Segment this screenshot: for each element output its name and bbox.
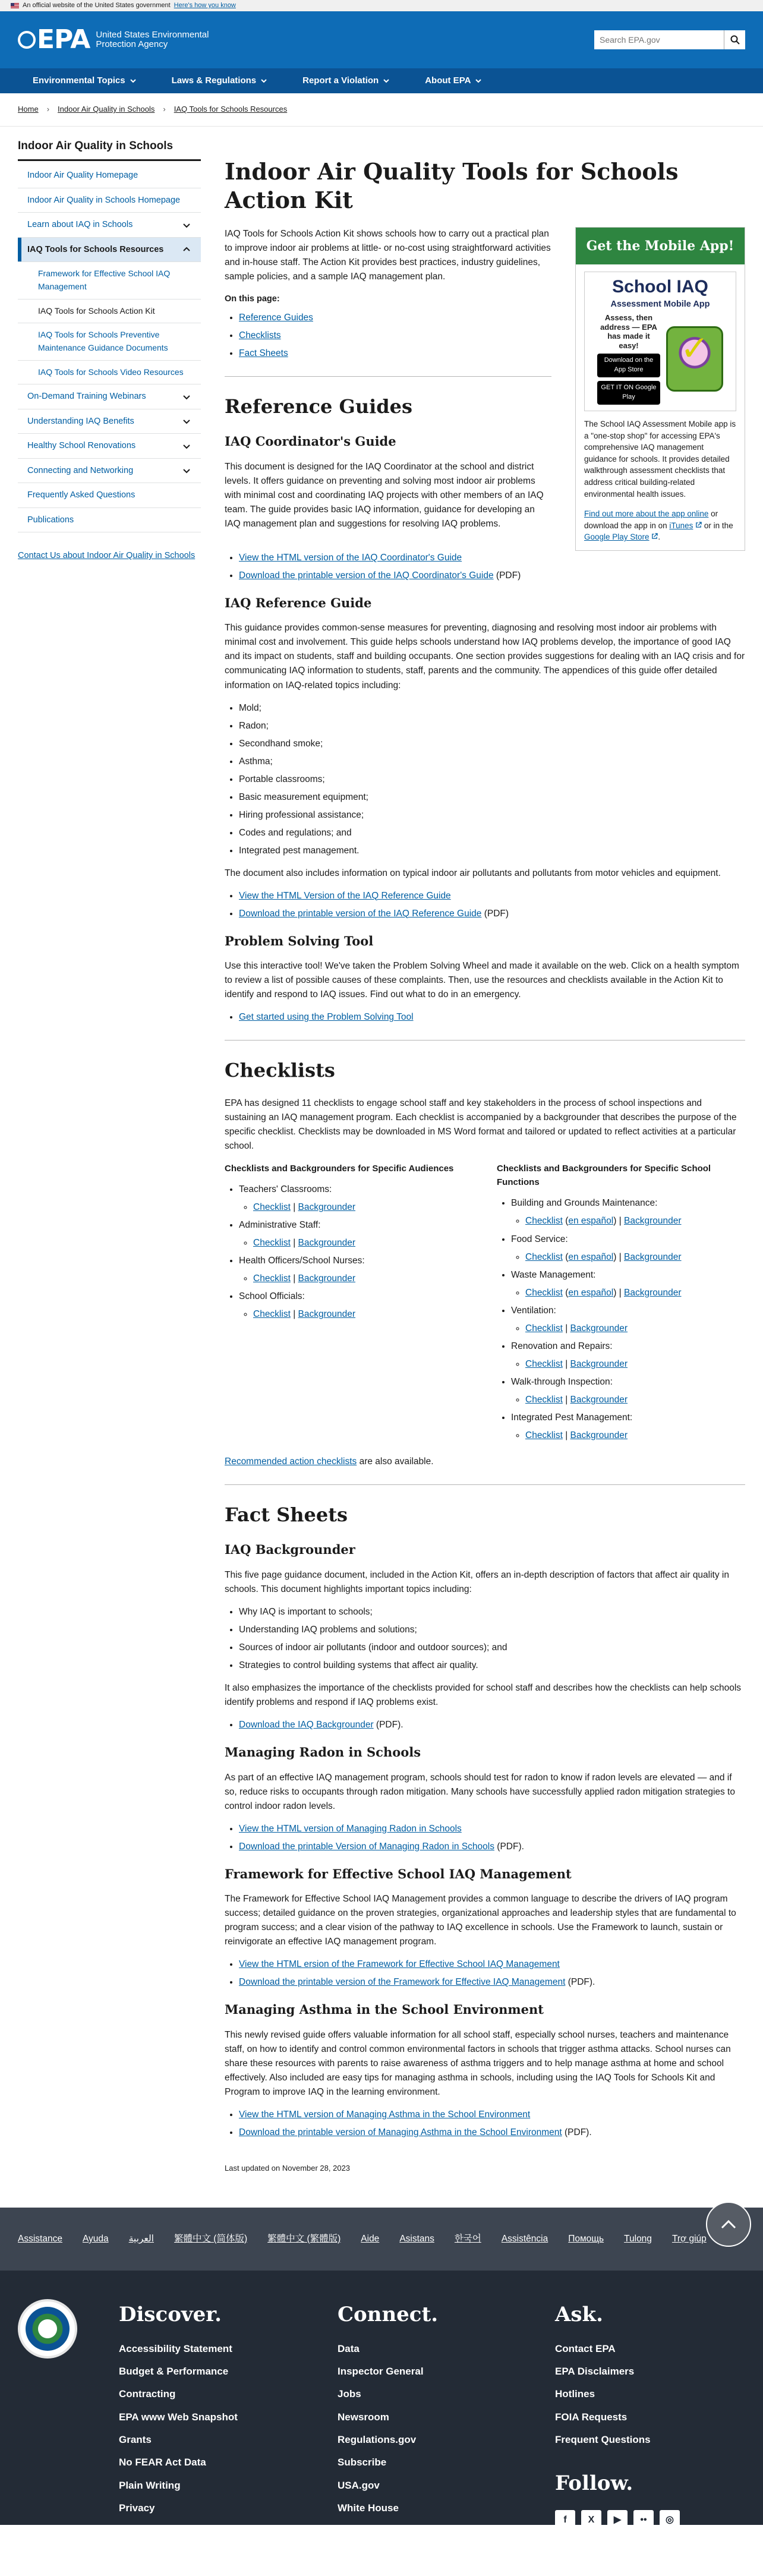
backgrounder-link[interactable]: Backgrounder: [298, 1273, 356, 1284]
chevron-down-icon: [182, 417, 191, 426]
site-header: [0, 11, 763, 68]
footer-link[interactable]: Newsroom: [338, 2411, 389, 2423]
footer-link[interactable]: Privacy and Security Notice: [119, 2525, 252, 2537]
footer-link[interactable]: Plain Writing: [119, 2479, 181, 2491]
footer-connect: Connect. Data Inspector General Jobs Newsroom Regulations.gov Subscribe USA.gov White House: [338, 2299, 555, 2525]
chevron-down-icon: [182, 220, 191, 230]
asthma-pdf-link[interactable]: Download the printable version of Managing Asthma in the School Environment: [239, 2127, 562, 2137]
sidebar-item-tools-resources[interactable]: IAQ Tools for Schools Resources: [18, 238, 201, 261]
audience-checklists-heading: Checklists and Backgrounders for Specific Audiences: [225, 1163, 454, 1174]
radon-pdf-link[interactable]: Download the printable Version of Managing Radon in Schools: [239, 1841, 494, 1852]
list-item: • Radon;: [239, 719, 745, 733]
footer-link[interactable]: Contracting: [119, 2388, 176, 2400]
footer-link[interactable]: Budget & Performance: [119, 2366, 229, 2378]
itunes-link[interactable]: iTunes: [669, 521, 693, 530]
sidebar-item-preventive-maintenance[interactable]: IAQ Tools for Schools Preventive Maintenance Guidance Documents: [38, 330, 168, 353]
google-play-badge[interactable]: GET IT ON Google Play: [597, 381, 660, 405]
problem-solving-link[interactable]: Get started using the Problem Solving Tool: [239, 1012, 414, 1023]
epa-flower-icon: [18, 31, 36, 49]
audience-checklists: Checklists and Backgrounders for Specific Audiences • Teachers' Classrooms: ◦ Checklist | Backgrounder • Administrative Staff: ◦ Checklist | Backgrounder • Health Officers/School Nurses: ◦ Checklist | Backgrounder • School Officials: ◦ Checklist | Backgrounder: [225, 1162, 473, 1446]
instagram-icon[interactable]: ◎: [660, 2510, 680, 2530]
lang-link[interactable]: Assistência: [501, 2234, 548, 2244]
checklist-link[interactable]: Checklist: [253, 1202, 291, 1213]
google-play-link[interactable]: Google Play Store: [584, 532, 650, 542]
sidebar-subitem: [18, 299, 201, 324]
function-checklists-heading: Checklists and Backgrounders for Specific School Functions: [497, 1163, 711, 1188]
sidebar: [18, 127, 201, 2174]
asthma-heading: Managing Asthma in the School Environment: [225, 2002, 544, 2017]
checklist-link[interactable]: Checklist: [525, 1323, 563, 1333]
sidebar-item: [18, 459, 201, 483]
reference-links: • View the HTML Version of the IAQ Reference Guide • Download the printable version of the IAQ Reference Guide (PDF): [239, 889, 745, 921]
reference-guide-text-2: The document also includes information on typical indoor air pollutants and pollutants from motor vehicles and equipment.: [225, 868, 721, 878]
checklist-link[interactable]: Checklist: [525, 1251, 563, 1262]
last-updated: Last updated on November 28, 2023: [225, 2163, 351, 2173]
page-title: Indoor Air Quality Tools for Schools Action Kit: [225, 158, 679, 213]
nav-about-epa[interactable]: About EPA: [407, 74, 499, 87]
backgrounder-link[interactable]: Backgrounder: [298, 1309, 356, 1320]
radon-html-link[interactable]: View the HTML version of Managing Radon in Schools: [239, 1823, 462, 1834]
backgrounder-link[interactable]: Backgrounder: [570, 1358, 628, 1369]
external-link-icon: [651, 533, 658, 540]
site-footer: [0, 2271, 763, 2537]
sidebar-item-video-resources[interactable]: IAQ Tools for Schools Video Resources: [38, 367, 184, 377]
footer-link[interactable]: Jobs: [338, 2388, 361, 2400]
mobile-app-heading: Get the Mobile App!: [576, 228, 745, 264]
backgrounder-link[interactable]: Backgrounder: [570, 1394, 628, 1405]
footer-link[interactable]: Subscribe: [338, 2457, 387, 2468]
checklist-link[interactable]: Checklist: [525, 1216, 563, 1226]
backgrounder-link[interactable]: Backgrounder: [624, 1216, 682, 1226]
chevron-up-icon: [721, 2219, 736, 2229]
fact-sheets-heading: Fact Sheets: [225, 1503, 348, 1526]
sidebar-item: [18, 384, 201, 409]
checklist-link[interactable]: Checklist: [253, 1309, 291, 1320]
asthma-text: This newly revised guide offers valuable information for all school staff, especially school nurses, teachers and maintenance staff, on how to identify and control common environmental factors in schools that trigger asthma attacks. School nurses can share these resources with parents to raise awareness of asthma triggers and to help manage asthma at home and school effectively. Also included are easy tips for managing asthma in schools, including using the IAQ Tools for Schools Kit and Program to improve IAQ in the learning environment.: [225, 2029, 731, 2097]
chevron-down-icon: [475, 79, 481, 83]
footer-link[interactable]: Grants: [119, 2434, 152, 2446]
problem-solving-text: Use this interactive tool! We've taken the Problem Solving Wheel and made it available on the web. Click on a health symptom to review a list of possible causes of these complaints. Then, use the resources and checklists available in the Action Kit to identify and respond to IAQ issues. Find out what to do in an emergency.: [225, 961, 739, 1000]
facebook-icon[interactable]: f: [555, 2510, 575, 2530]
checkmark-app-icon: ✓: [666, 326, 723, 392]
footer-link[interactable]: No FEAR Act Data: [119, 2457, 206, 2468]
footer-discover: Discover. Accessibility Statement Budget & Performance Contracting EPA www Web Snapshot Grants No FEAR Act Data Plain Writing Privacy Privacy and Security Notice: [119, 2299, 338, 2525]
backgrounder-text-2: It also emphasizes the importance of the checklists provided for school staff and describes how the checklists can help schools identify problems and respond if IAQ problems exist.: [225, 1682, 742, 1707]
lang-link[interactable]: 한국어: [454, 2234, 481, 2244]
breadcrumb-separator: ›: [46, 105, 50, 114]
mobile-app-promo-image[interactable]: School IAQ Assessment Mobile App Assess, then address — EPA has made it easy! Download on the App Store GET IT ON Google Play ✓: [584, 272, 736, 411]
list-item: • Strategies to control building systems that affect air quality.: [239, 1659, 745, 1673]
sidebar-item: [18, 213, 201, 237]
list-item: • Hiring professional assistance;: [239, 808, 745, 822]
espanol-link[interactable]: en español: [568, 1287, 614, 1298]
backgrounder-link[interactable]: Backgrounder: [624, 1251, 682, 1262]
main-content: Indoor Air Quality Tools for Schools Action Kit IAQ Tools for Schools Action Kit shows schools how to carry out a practical plan to improve indoor air problems at little- or no-cost using straightforward activities and in-house staff. The Action Kit provides best practices, industry guidelines, sample policies, and a sample IAQ management plan. On this page: • Reference Guides • Checklists • Fact Sheets Reference Guides IAQ Coordinator's Guide This document is designed for the IAQ Coordinator at the school and district levels. It offers guidance on preventing and solving most indoor air problems with minimal cost and coordinating IAQ projects with other members of an IAQ team. The guide provides basic IAQ information, guidance for developing an IAQ management plan and suggestions for resolving IAQ problems. Get the Mobile App! School IAQ Assessment Mobile App Assess, then address — EPA has made it easy! Download on the App Store GET IT ON Google Play ✓ The School IAQ Assessment Mobile app is a "one-stop shop" for accessing EPA's comprehensive IAQ management guidance for schools. It provides detailed walkthrough assessment checklists that address critical building-related environmental health issues. Find out more about the app online or download the app in on iTunes or in the Google Play Store . • View the HTML version of the IAQ Coordinator's Guide • Download the printable version of the IAQ Coordinator's Guide (PDF) IAQ Reference Guide This guidance provides common-sense measures for preventing, diagnosing and resolving most indoor air problems with minimal cost and involvement. This guide helps schools understand how IAQ problems develop, the importance of good IAQ and its impact on students, staff and building occupants. One section provides suggestions for dealing with an IAQ crisis and for communicating IAQ information to students, staff, parents and the community. The appendices of this guide offer detailed information on IAQ-related topics including: • Mold; • Radon; • Secondhand smoke; • Asthma; • Portable classrooms; • Basic measurement equipment; • Hiring professional assistance; • Codes and regulations; and • Integrated pest management. The document also includes information on typical indoor air pollutants and pollutants from motor vehicles and equipment. • View the HTML Version of the IAQ Reference Guide • Download the printable version of the IAQ Reference Guide (PDF) Problem Solving Tool Use this interactive tool! We've taken the Problem Solving Wheel and made it available on the web. Click on a health symptom to review a list of possible causes of these complaints. Then, use the resources and checklists available in the Action Kit to identify and respond to IAQ issues. Find out what to do in an emergency. • Get started using the Problem Solving Tool Checklists EPA has designed 11 checklists to engage school staff and key stakeholders in the process of school inspections and sustaining an IAQ management program. Each checklist is accompanied by a backgrounder that describes the purpose of the specific checklist. Checklists may be downloaded in MS Word format and tailored or updated to reflect activities at a particular school. Checklists and Backgrounders for Specific Audiences • Teachers' Classrooms: ◦ Checklist | Backgrounder • Administrative Staff: ◦ Checklist | Backgrounder • Health Officers/School Nurses: ◦ Checklist | Backgrounder • School Officials: ◦ Checklist | Backgrounder Checklists and Backgrounders for Specific School Functions • Building and Grounds Maintenance: ◦ Checklist (en español) | Backgrounder • Food Service: ◦ Checklist (en español) | Backgrounder • Waste Management: ◦ Checklist (en español) | Backgrounder • Ventilation: ◦ Checklist | Backgrounder • Renovation and Repairs: ◦ Checklist | Backgrounder • Walk-through Inspection: ◦ Checklist | Backgrounder • Integrated Pest Management: ◦ Checklist | Backgrounder Recommended action checklists are also available. Fact Sheets IAQ Backgrounder This five page guidance document, included in the Action Kit, offers an in-depth description of factors that affect air quality in schools. This document highlights important topics including: • Why IAQ is important to schools; • Understanding IAQ problems and solutions; • Sources of indoor air pollutants (indoor and outdoor sources); and • Strategies to control building systems that affect air quality. It also emphasizes the importance of the checklists provided for school staff and describes how the checklists can help schools identify problems and respond if IAQ problems exist. • Download the IAQ Backgrounder (PDF). Managing Radon in Schools As part of an effective IAQ management program, schools should test for radon to know if radon levels are elevated — and if so, reduce risks to occupants through radon mitigation. Many schools have successfully applied radon mitigation strategies to control indoor radon levels. • View the HTML version of Managing Radon in Schools • Download the printable Version of Managing Radon in Schools (PDF). Framework for Effective School IAQ Management The Framework for Effective School IAQ Management provides a common language to describe the drivers of IAQ program success; detailed guidance on the proven strategies, organizational approaches and leadership styles that are fundamental to program success; and a clear vision of the pathway to IAQ excellence in schools. Use the Framework to launch, sustain or reinvigorate an effective IAQ management program. • View the HTML ersion of the Framework for Effective School IAQ Management • Download the printable version of the Framework for Effective IAQ Management (PDF). Managing Asthma in the School Environment This newly revised guide offers valuable information for all school staff, especially school nurses, teachers and maintenance staff, on how to identify and control common environmental factors in schools that trigger asthma attacks. School nurses can share these resources with parents to raise awareness of asthma triggers and to help manage asthma at home and school effectively. Also included are easy tips for managing asthma in schools, including using the IAQ Tools for Schools Kit and Program to improve IAQ in the learning environment. • View the HTML version of Managing Asthma in the School Environment • Download the printable version of Managing Asthma in the School Environment (PDF). Last updated on November 28, 2023: [225, 127, 745, 2174]
search-icon: [730, 35, 740, 45]
checklist-link[interactable]: Checklist: [253, 1238, 291, 1248]
lang-link[interactable]: Ayuda: [82, 2234, 109, 2244]
framework-text: The Framework for Effective School IAQ Management provides a common language to describe the drivers of IAQ program success; detailed guidance on the proven strategies, organizational approaches and leadership styles that are fundamental to program success; and a clear vision of the pathway to IAQ excellence in schools. Use the Framework to launch, sustain or reinvigorate an effective IAQ management program.: [225, 1894, 736, 1947]
list-item: • Codes and regulations; and: [239, 826, 745, 840]
sidebar-item-networking[interactable]: Connecting and Networking: [18, 459, 201, 483]
on-page-link-reference-guides[interactable]: Reference Guides: [239, 312, 313, 323]
problem-solving-links: [239, 1010, 745, 1024]
breadcrumb-tools-resources[interactable]: IAQ Tools for Schools Resources: [174, 105, 288, 114]
youtube-icon[interactable]: ▶: [607, 2510, 628, 2530]
chevron-up-icon: [182, 245, 191, 254]
lang-link[interactable]: Помощь: [568, 2234, 604, 2244]
footer-link[interactable]: USA.gov: [338, 2479, 380, 2491]
framework-html-link[interactable]: View the HTML ersion of the Framework for Effective School IAQ Management: [239, 1959, 560, 1970]
sidebar-title: Indoor Air Quality in Schools: [18, 137, 201, 161]
nav-laws-regulations[interactable]: Laws & Regulations: [154, 74, 285, 87]
list-item: • Understanding IAQ problems and solutions;: [239, 1623, 745, 1637]
lang-link[interactable]: Aide: [361, 2234, 380, 2244]
breadcrumb: [0, 93, 763, 127]
list-item: • Asthma;: [239, 755, 745, 769]
framework-pdf-link[interactable]: Download the printable version of the Framework for Effective IAQ Management: [239, 1977, 566, 1988]
reference-topics-list: [239, 701, 745, 858]
list-item: • Mold;: [239, 701, 745, 715]
main-nav: [0, 68, 763, 93]
chevron-down-icon: [182, 392, 191, 402]
list-item: • Secondhand smoke;: [239, 737, 745, 751]
checklist-link[interactable]: Checklist: [525, 1430, 563, 1440]
sidebar-subitem: [18, 323, 201, 360]
lang-link[interactable]: العربية: [128, 2234, 154, 2244]
sidebar-item-publications[interactable]: Publications: [27, 515, 74, 525]
divider: [225, 1484, 745, 1485]
footer-link[interactable]: Hotlines: [555, 2388, 595, 2400]
espanol-link[interactable]: en español: [568, 1216, 614, 1226]
sidebar-item-webinars[interactable]: On-Demand Training Webinars: [18, 384, 201, 408]
asthma-html-link[interactable]: View the HTML version of Managing Asthma in the School Environment: [239, 2109, 531, 2120]
on-page-label: On this page:: [225, 294, 280, 304]
checklists-heading: Checklists: [225, 1059, 335, 1082]
sidebar-item-faq[interactable]: Frequently Asked Questions: [27, 490, 135, 500]
footer-follow: Follow. f X ▶ •• ◎: [555, 2468, 692, 2530]
radon-text: As part of an effective IAQ management program, schools should test for radon to know if radon levels are elevated — and if so, reduce risks to occupants through radon mitigation. Many schools have successfully applied radon mitigation strategies to control indoor radon levels.: [225, 1772, 735, 1811]
intro-text: IAQ Tools for Schools Action Kit shows schools how to carry out a practical plan to improve indoor air problems at little- or no-cost using straightforward activities and in-house staff. The Action Kit provides best practices, industry guidelines, sample policies, and a sample IAQ management plan.: [225, 229, 551, 282]
footer-ask: Ask. Contact EPA EPA Disclaimers Hotlines FOIA Requests Frequent Questions Follow. f X ▶ •• ◎: [555, 2299, 692, 2525]
lang-link[interactable]: Tulong: [624, 2234, 652, 2244]
on-page-list: [239, 311, 551, 361]
sidebar-menu: [18, 163, 201, 532]
on-page-link-fact-sheets[interactable]: Fact Sheets: [239, 348, 288, 358]
sidebar-item-learn[interactable]: Learn about IAQ in Schools: [18, 213, 201, 237]
breadcrumb-home[interactable]: Home: [18, 105, 39, 114]
backgrounder-link[interactable]: Backgrounder: [624, 1287, 682, 1298]
footer-link[interactable]: Contact EPA: [555, 2342, 616, 2354]
site-search: [594, 30, 745, 49]
epa-logo[interactable]: [18, 20, 220, 60]
coordinator-guide-heading: IAQ Coordinator's Guide: [225, 434, 396, 449]
divider: [225, 1040, 745, 1041]
sidebar-item-framework[interactable]: Framework for Effective School IAQ Management: [38, 269, 171, 291]
sidebar-subitem: [18, 361, 201, 385]
sidebar-item-iaq-homepage[interactable]: Indoor Air Quality Homepage: [27, 171, 138, 181]
app-more-info-link[interactable]: Find out more about the app online: [584, 509, 709, 519]
espanol-link[interactable]: en español: [568, 1251, 614, 1262]
sidebar-item: [18, 508, 201, 532]
footer-link[interactable]: White House: [338, 2502, 399, 2514]
chevron-down-icon: [182, 466, 191, 475]
us-flag-icon: [11, 3, 19, 8]
back-to-top-button[interactable]: [706, 2202, 751, 2247]
mobile-app-description: The School IAQ Assessment Mobile app is a "one-stop shop" for accessing EPA's comprehensive IAQ management guidance for schools. It provides detailed walkthrough assessment checklists that address critical building-related environmental health issues.: [584, 420, 736, 499]
reference-guide-heading: IAQ Reference Guide: [225, 595, 372, 610]
contact-us-link[interactable]: Contact Us about Indoor Air Quality in Schools: [18, 551, 196, 561]
sidebar-subitem: [18, 262, 201, 299]
footer-link[interactable]: EPA www Web Snapshot: [119, 2411, 238, 2423]
x-icon[interactable]: X: [581, 2510, 601, 2530]
backgrounder-link[interactable]: Backgrounder: [298, 1202, 356, 1213]
search-input[interactable]: [594, 30, 724, 49]
checklist-link[interactable]: Checklist: [525, 1287, 563, 1298]
lang-link[interactable]: Asistans: [399, 2234, 434, 2244]
sidebar-item: [18, 434, 201, 458]
gov-banner: [0, 0, 763, 11]
lang-link[interactable]: Trợ giúp: [671, 2234, 707, 2244]
sidebar-item-schools-homepage[interactable]: Indoor Air Quality in Schools Homepage: [27, 195, 181, 205]
chevron-down-icon: [383, 79, 389, 83]
footer-link[interactable]: Privacy: [119, 2502, 155, 2514]
list-item: • Sources of indoor air pollutants (indoor and outdoor sources); and: [239, 1641, 745, 1655]
nav-environmental-topics[interactable]: Environmental Topics: [13, 74, 154, 87]
language-footer: [0, 2208, 763, 2271]
breadcrumb-separator: ›: [163, 105, 166, 114]
sidebar-item: [18, 188, 201, 213]
search-button[interactable]: [724, 30, 745, 49]
backgrounder-link[interactable]: Backgrounder: [570, 1323, 628, 1333]
sidebar-item-benefits[interactable]: Understanding IAQ Benefits: [18, 409, 201, 433]
list-item: • Integrated pest management.: [239, 844, 745, 858]
heres-how-link[interactable]: Here's how you know: [174, 1, 236, 9]
on-page-link-checklists[interactable]: Checklists: [239, 330, 281, 340]
footer-link[interactable]: Inspector General: [338, 2366, 424, 2378]
flickr-icon[interactable]: ••: [633, 2510, 654, 2530]
list-item: • Why IAQ is important to schools;: [239, 1605, 745, 1619]
recommended-checklists-link[interactable]: Recommended action checklists: [225, 1456, 357, 1467]
reference-guide-text: This guidance provides common-sense measures for preventing, diagnosing and resolving most indoor air problems with minimal cost and involvement. This guide helps schools understand how IAQ problems develop, the importance of good IAQ and its impact on students, staff and building occupants. One section provides suggestions for dealing with an IAQ crisis and for communicating IAQ information to students, staff, parents and the community. The appendices of this guide offer detailed information on IAQ-related topics including:: [225, 623, 745, 690]
coordinator-pdf-link[interactable]: Download the printable version of the IAQ Coordinator's Guide: [239, 570, 494, 581]
epa-logo-mark: EPA: [18, 20, 90, 60]
footer-link[interactable]: Frequent Questions: [555, 2434, 651, 2446]
lang-link[interactable]: Assistance: [18, 2234, 62, 2244]
lang-link[interactable]: 繁體中文 (繁體版): [267, 2234, 341, 2244]
coordinator-links: • View the HTML version of the IAQ Coordinator's Guide • Download the printable version of the IAQ Coordinator's Guide (PDF): [239, 551, 745, 583]
checklist-link[interactable]: Checklist: [253, 1273, 291, 1284]
external-link-icon: [695, 522, 702, 528]
chevron-down-icon: [261, 79, 267, 83]
function-checklists: Checklists and Backgrounders for Specific School Functions • Building and Grounds Maintenance: ◦ Checklist (en español) | Backgrounder • Food Service: ◦ Checklist (en español) | Backgrounder • Waste Management: ◦ Checklist (en español) | Backgrounder • Ventilation: ◦ Checklist | Backgrounder • Renovation and Repairs: ◦ Checklist | Backgrounder • Walk-through Inspection: ◦ Checklist | Backgrounder • Integrated Pest Management: ◦ Checklist | Backgrounder: [497, 1162, 745, 1446]
epa-seal-icon[interactable]: [18, 2299, 77, 2359]
app-store-badge[interactable]: Download on the App Store: [597, 354, 660, 377]
sidebar-item: [18, 483, 201, 507]
radon-heading: Managing Radon in Schools: [225, 1744, 421, 1760]
sidebar-item: [18, 163, 201, 188]
coordinator-guide-text: This document is designed for the IAQ Coordinator at the school and district levels. It offers guidance on preventing and solving most indoor air problems with minimal cost and coordinating IAQ projects with other members of an IAQ team. The guide provides basic IAQ information, guidance for developing an IAQ management plan and suggestions for resolving IAQ problems.: [225, 461, 544, 529]
problem-solving-heading: Problem Solving Tool: [225, 933, 374, 948]
footer-link[interactable]: Data: [338, 2342, 360, 2354]
footer-link[interactable]: EPA Disclaimers: [555, 2366, 635, 2378]
sidebar-contact: [18, 549, 201, 562]
list-item: • Basic measurement equipment;: [239, 790, 745, 805]
footer-link[interactable]: Regulations.gov: [338, 2434, 417, 2446]
chevron-down-icon: [130, 79, 136, 83]
reference-guides-heading: Reference Guides: [225, 395, 413, 418]
sidebar-item: [18, 409, 201, 434]
sidebar-item-renovations[interactable]: Healthy School Renovations: [18, 434, 201, 458]
backgrounder-text: This five page guidance document, included in the Action Kit, offers an in-depth description of factors that affect air quality in schools. This document highlights important topics including:: [225, 1569, 729, 1594]
reference-html-link[interactable]: View the HTML Version of the IAQ Reference Guide: [239, 890, 451, 901]
backgrounder-link[interactable]: Backgrounder: [298, 1238, 356, 1248]
coordinator-html-link[interactable]: View the HTML version of the IAQ Coordinator's Guide: [239, 552, 462, 563]
sidebar-item-action-kit[interactable]: IAQ Tools for Schools Action Kit: [18, 299, 201, 323]
checklist-link[interactable]: Checklist: [525, 1358, 563, 1369]
mobile-app-box: Get the Mobile App! School IAQ Assessment Mobile App Assess, then address — EPA has made it easy! Download on the App Store GET IT ON Google Play ✓ The School IAQ Assessment Mobile app is a "one-stop shop" for accessing EPA's comprehensive IAQ management guidance for schools. It provides detailed walkthrough assessment checklists that address critical building-related environmental health issues. Find out more about the app online or download the app in on iTunes or in the Google Play Store .: [575, 227, 745, 551]
backgrounder-download-link[interactable]: Download the IAQ Backgrounder: [239, 1719, 374, 1730]
backgrounder-heading: IAQ Backgrounder: [225, 1542, 355, 1557]
footer-link[interactable]: FOIA Requests: [555, 2411, 628, 2423]
divider: [225, 376, 551, 377]
breadcrumb-iaq-schools[interactable]: Indoor Air Quality in Schools: [58, 105, 155, 114]
footer-link[interactable]: Accessibility Statement: [119, 2342, 232, 2354]
lang-link[interactable]: 繁體中文 (简体版): [174, 2234, 248, 2244]
gov-banner-text: An official website of the United States government: [23, 1, 171, 9]
list-item: • Portable classrooms;: [239, 773, 745, 787]
reference-pdf-link[interactable]: Download the printable version of the IAQ Reference Guide: [239, 908, 482, 919]
backgrounder-topics: [239, 1605, 745, 1673]
checklist-link[interactable]: Checklist: [525, 1394, 563, 1405]
nav-report-violation[interactable]: Report a Violation: [285, 74, 407, 87]
backgrounder-link[interactable]: Backgrounder: [570, 1430, 628, 1440]
agency-name: United States Environmental Protection Agency: [96, 29, 209, 49]
sidebar-item: [18, 238, 201, 262]
checklists-text: EPA has designed 11 checklists to engage school staff and key stakeholders in the process of school inspections and sustaining an IAQ management program. Each checklist is accompanied by a backgrounder that describes the purpose of the specific checklist. Checklists may be downloaded in MS Word format and tailored or updated to reflect activities at a particular school.: [225, 1098, 737, 1151]
chevron-down-icon: [182, 442, 191, 451]
framework-heading: Framework for Effective School IAQ Management: [225, 1866, 572, 1881]
